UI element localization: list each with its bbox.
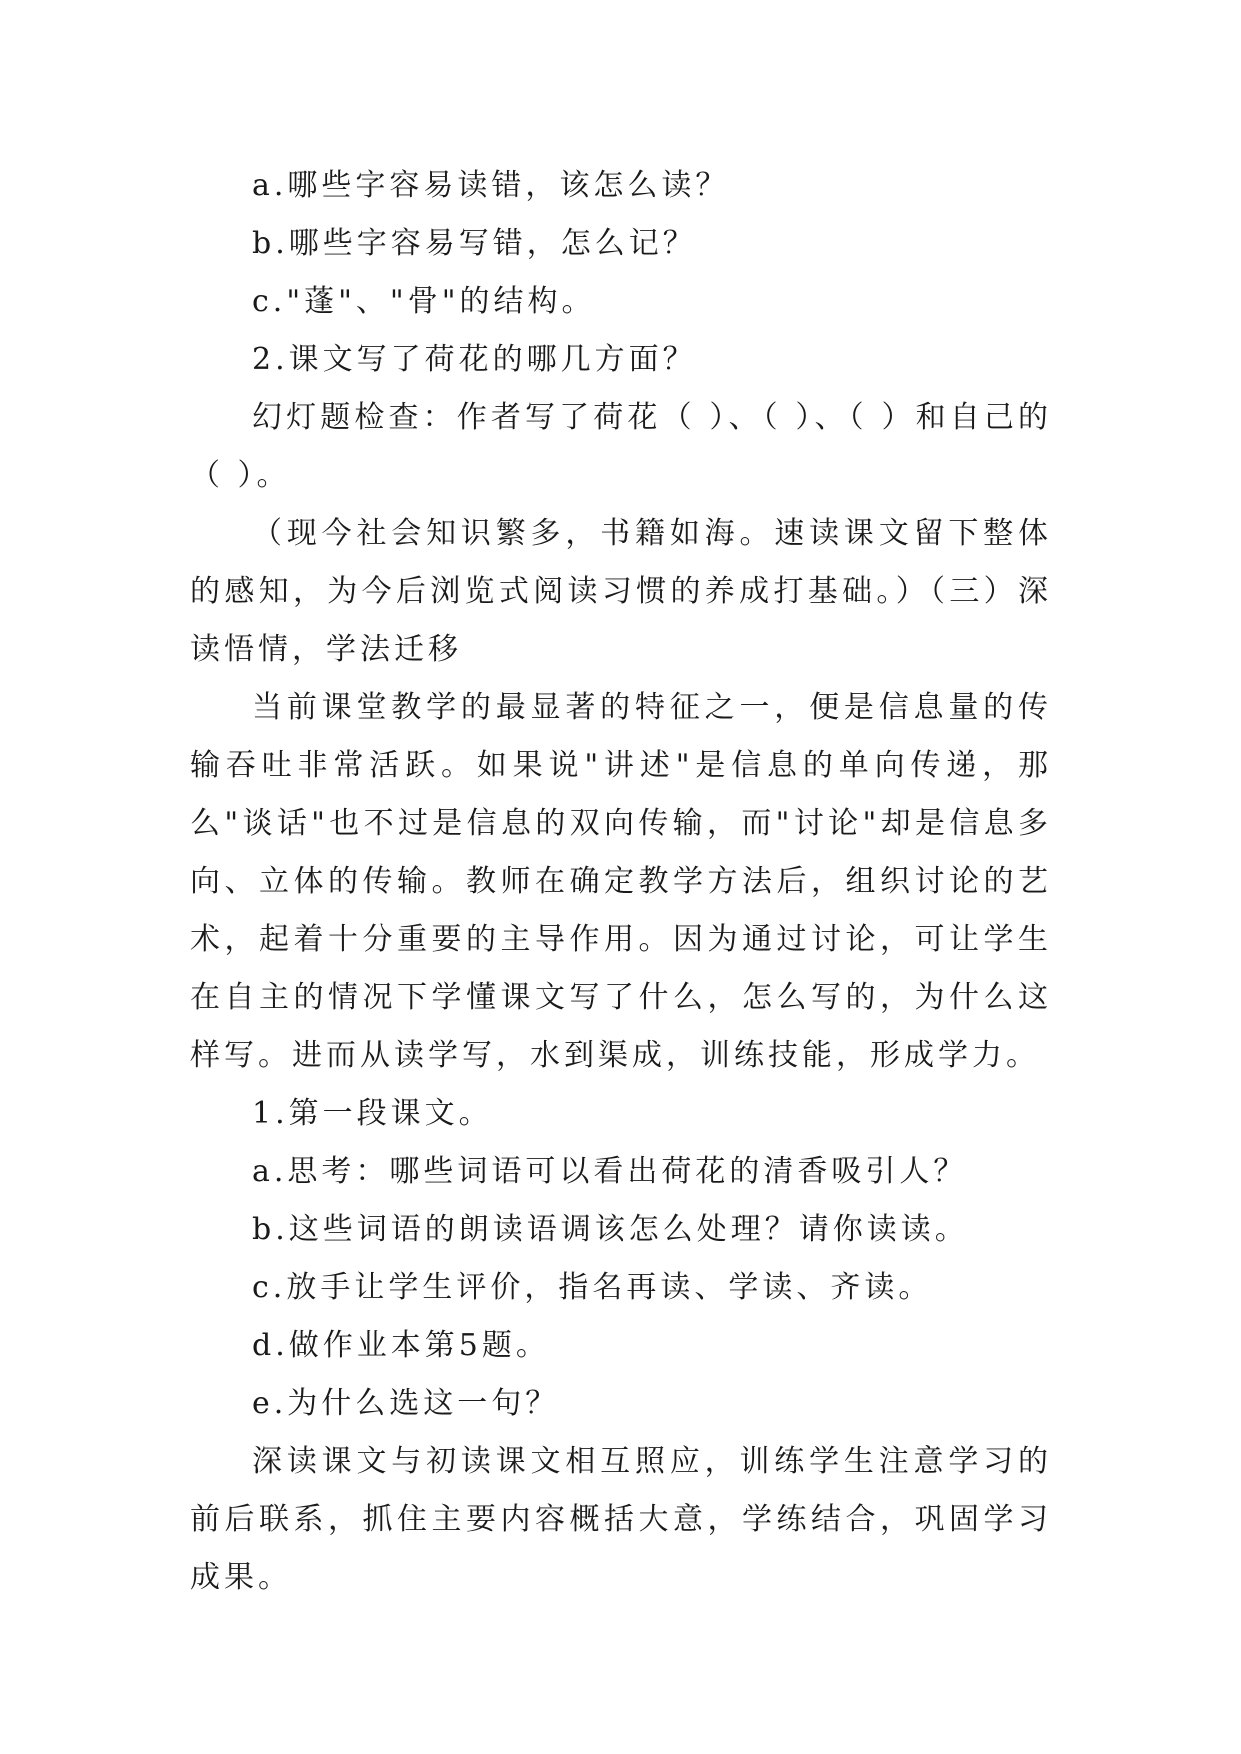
paragraph-question-2: 2.课文写了荷花的哪几方面？ — [252, 342, 697, 377]
paragraph-section-1: 1.第一段课文。 — [252, 1096, 493, 1131]
document-body — [190, 157, 1052, 1607]
paragraph-slide-check: 幻灯题检查：作者写了荷花（ ）、（ ）、（ ）和自己的（ ）。 — [190, 400, 1052, 493]
paragraph-speed-reading-note: （现今社会知识繁多，书籍如海。速读课文留下整体的感知，为今后浏览式阅读习惯的养成打基础。）（三）深读悟情，学法迁移 — [190, 516, 1052, 667]
paragraph-item-e-why: e.为什么选这一句？ — [252, 1386, 560, 1421]
paragraph-item-a-think: a.思考：哪些词语可以看出荷花的清香吸引人？ — [252, 1154, 968, 1189]
paragraph-item-c-evaluate: c.放手让学生评价，指名再读、学读、齐读。 — [252, 1270, 933, 1305]
paragraph-item-c-structure: c."蓬"、"骨"的结构。 — [252, 284, 596, 319]
paragraph-item-a-reading: a.哪些字容易读错，该怎么读？ — [252, 168, 730, 203]
paragraph-item-b-tone: b.这些词语的朗读语调该怎么处理？请你读读。 — [252, 1212, 969, 1247]
paragraph-item-d-homework: d.做作业本第5题。 — [252, 1328, 550, 1363]
paragraph-discussion: 当前课堂教学的最显著的特征之一，便是信息量的传输吞吐非常活跃。如果说"讲述"是信息的单向传递，那么"谈话"也不过是信息的双向传输，而"讨论"却是信息多向、立体的传输。教师在确定教学方法后，组织讨论的艺术，起着十分重要的主导作用。因为通过讨论，可让学生在自主的情况下学懂课文写了什么，怎么写的，为什么这样写。进而从读学写，水到渠成，训练技能，形成学力。 — [190, 690, 1052, 1073]
paragraph-summary: 深读课文与初读课文相互照应，训练学生注意学习的前后联系，抓住主要内容概括大意，学练结合，巩固学习成果。 — [190, 1444, 1052, 1595]
paragraph-item-b-writing: b.哪些字容易写错，怎么记？ — [252, 226, 697, 261]
